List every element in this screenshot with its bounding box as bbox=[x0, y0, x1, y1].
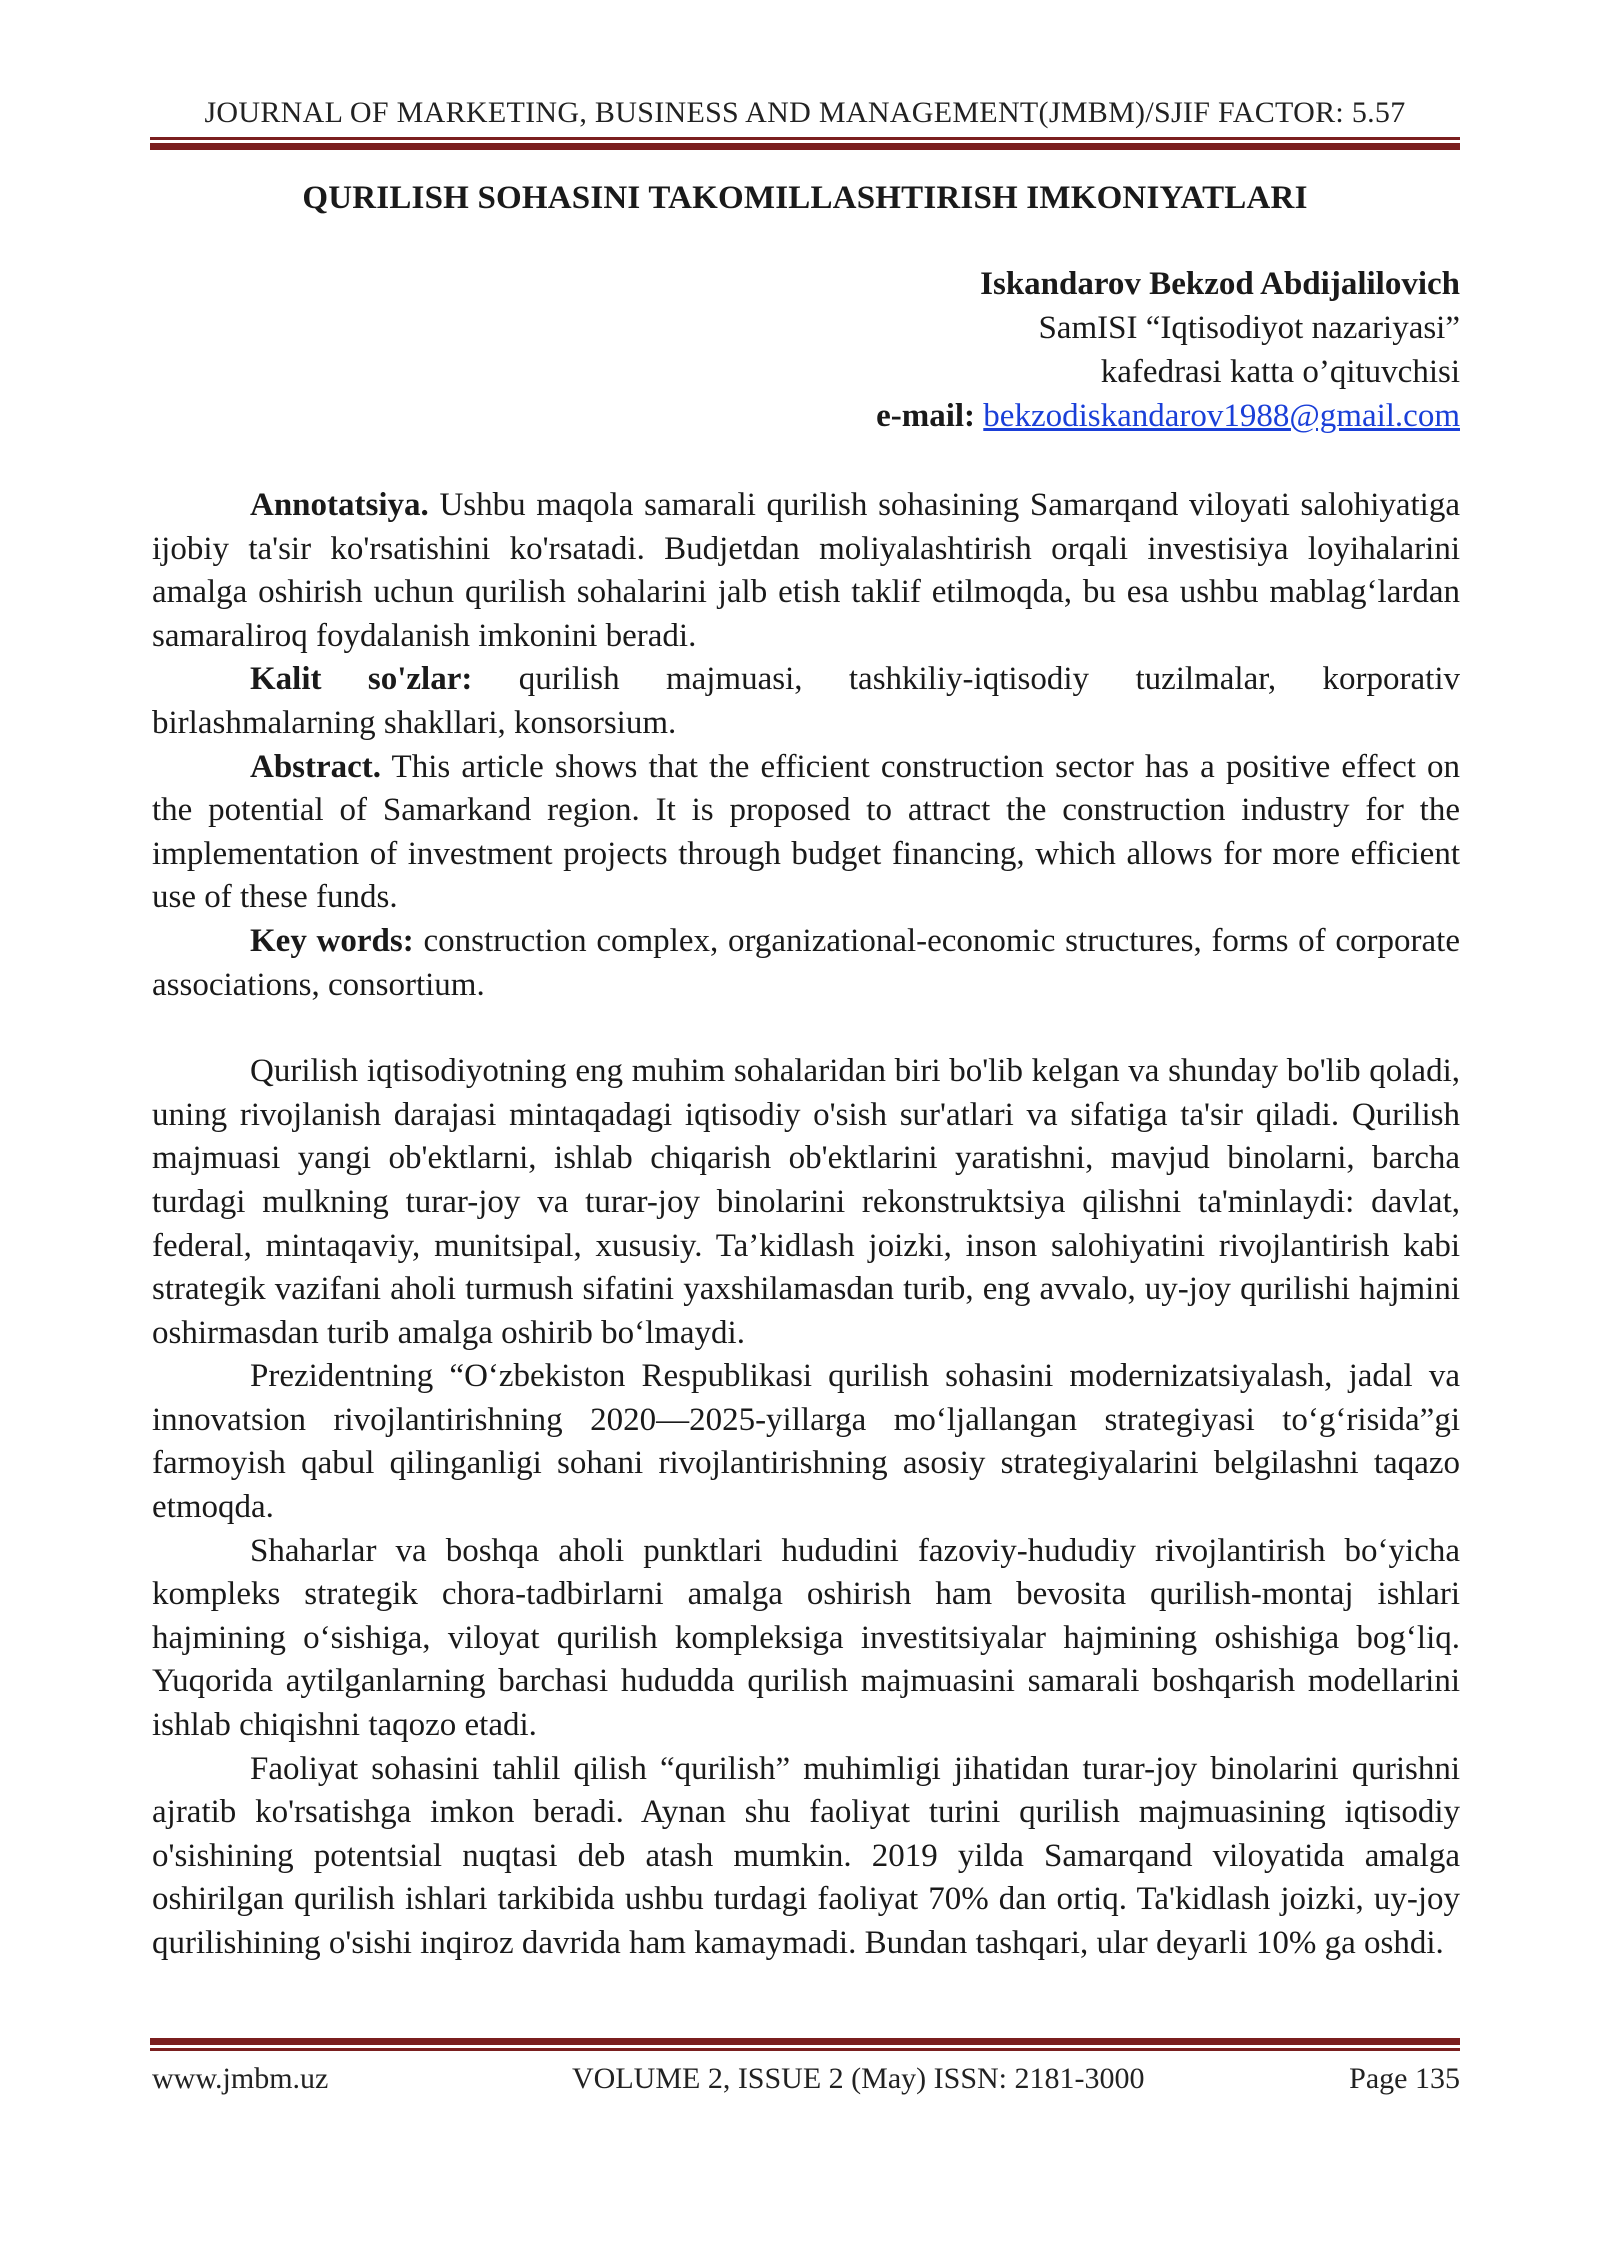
author-email-link[interactable]: bekzodiskandarov1988@gmail.com bbox=[983, 398, 1460, 434]
body-paragraph: Prezidentning “O‘zbekiston Respublikasi qurilish sohasini modernizatsiyalash, jadal va innovatsion rivojlantirishning 2020—2025-yillarga mo‘ljallangan strategiyasi to‘g‘risida”gi farmoyish qabul qilinganligi sohani rivojlantirishning asosiy strategiyalarini belgilashni taqazo etmoqda. bbox=[152, 1358, 1460, 1526]
header-rule-thick bbox=[150, 143, 1460, 150]
keywords-en-label: Key words: bbox=[250, 922, 414, 959]
header-rule-thin bbox=[150, 137, 1460, 140]
annotation-label: Annotatsiya. bbox=[250, 487, 429, 523]
body-paragraph: Shaharlar va boshqa aholi punktlari hududini fazoviy-hududiy rivojlantirish bo‘yicha kompleks strategik chora-tadbirlarni amalga oshirish ham bevosita qurilish-montaj ishlari hajmining o‘sishiga, viloyat qurilish kompleksiga investitsiyalar hajmining oshishiga bog‘liq. Yuqorida aytilganlarning barchasi hududda qurilish majmuasini samarali boshqarish modellarini ishlab chiqishni taqozo etadi. bbox=[152, 1532, 1460, 1744]
footer-website: www.jmbm.uz bbox=[152, 2062, 329, 2095]
abstract-label: Abstract. bbox=[250, 748, 382, 785]
author-affiliation-1: SamISI “Iqtisodiyot nazariyasi” bbox=[1038, 310, 1460, 346]
author-block bbox=[876, 262, 1460, 438]
footer-volume: VOLUME 2, ISSUE 2 (May) ISSN: 2181-3000 bbox=[572, 2062, 1145, 2095]
footer-rule-thin bbox=[150, 2048, 1460, 2051]
keywords-uz-paragraph bbox=[152, 658, 1460, 745]
keywords-uz-text: qurilish majmuasi, tashkiliy-iqtisodiy tuzilmalar, korporativ birlashmalarning shakllari, konsorsium. bbox=[152, 661, 1460, 741]
section-gap bbox=[152, 1007, 1460, 1050]
body-paragraph: Qurilish iqtisodiyotning eng muhim sohalaridan biri bo'lib kelgan va shunday bo'lib qoladi, uning rivojlanish darajasi mintaqadagi iqtisodiy o'sish sur'atlari va sifatiga ta'sir qiladi. Qurilish majmuasi yangi ob'ektlarni, ishlab chiqarish ob'ektlarini yaratishni, mavjud binolarni, barcha turdagi mulkning turar-joy va turar-joy binolarini rekonstruktsiya qilishni ta'minlaydi: davlat, federal, mintaqaviy, munitsipal, xususiy. Ta’kidlash joizki, inson salohiyatini rivojlantirish kabi strategik vazifani aholi turmush sifatini yaxshilamasdan turib, eng avvalo, uy-joy qurilishi hajmini oshirmasdan turib amalga oshirib bo‘lmaydi. bbox=[152, 1053, 1460, 1351]
abstract-text: This article shows that the efficient construction sector has a positive effect on the potential of Samarkand region. It is proposed to attract the construction industry for the implementation of investment projects through budget financing, which allows for more efficient use of these funds. bbox=[152, 748, 1460, 916]
annotation-paragraph bbox=[152, 484, 1460, 658]
keywords-en-paragraph bbox=[152, 920, 1460, 1007]
author-name: Iskandarov Bekzod Abdijalilovich bbox=[980, 266, 1460, 302]
annotation-text: Ushbu maqola samarali qurilish sohasining Samarqand viloyati salohiyatiga ijobiy ta'sir ko'rsatishini ko'rsatadi. Budjetdan moliyalashtirish orqali investisiya loyihalarini amalga oshirish uchun qurilish sohalarini jalb etish taklif etilmoqda, bu esa ushbu mablag‘lardan samaraliroq foydalanish imkonini beradi. bbox=[152, 487, 1460, 654]
keywords-uz-label: Kalit so'zlar: bbox=[250, 661, 473, 698]
author-email-line bbox=[876, 394, 1460, 438]
keywords-en-text: construction complex, organizational-economic structures, forms of corporate associations, consortium. bbox=[152, 922, 1461, 1003]
article-body bbox=[152, 484, 1460, 1966]
abstract-paragraph bbox=[152, 746, 1460, 920]
footer-page-number: Page 135 bbox=[1349, 2062, 1460, 2095]
article-title: QURILISH SOHASINI TAKOMILLASHTIRISH IMKONIYATLARI bbox=[302, 180, 1308, 216]
body-paragraph: Faoliyat sohasini tahlil qilish “qurilish” muhimligi jihatidan turar-joy binolarini qurishni ajratib ko'rsatishga imkon beradi. Aynan shu faoliyat turini qurilish majmuasining iqtisodiy o'sishining potentsial nuqtasi deb atash mumkin. 2019 yilda Samarqand viloyatida amalga oshirilgan qurilish ishlari tarkibida ushbu turdagi faoliyat 70% dan ortiq. Ta'kidlash joizki, uy-joy qurilishining o'sishi inqiroz davrida ham kamaymadi. Bundan tashqari, ular deyarli 10% ga oshdi. bbox=[152, 1750, 1460, 1961]
journal-header: JOURNAL OF MARKETING, BUSINESS AND MANAGEMENT(JMBM)/SJIF FACTOR: 5.57 bbox=[204, 96, 1406, 129]
email-label: e-mail: bbox=[876, 398, 976, 434]
author-affiliation-2: kafedrasi katta o’qituvchisi bbox=[1100, 354, 1460, 390]
footer-rule-thick bbox=[150, 2038, 1460, 2045]
